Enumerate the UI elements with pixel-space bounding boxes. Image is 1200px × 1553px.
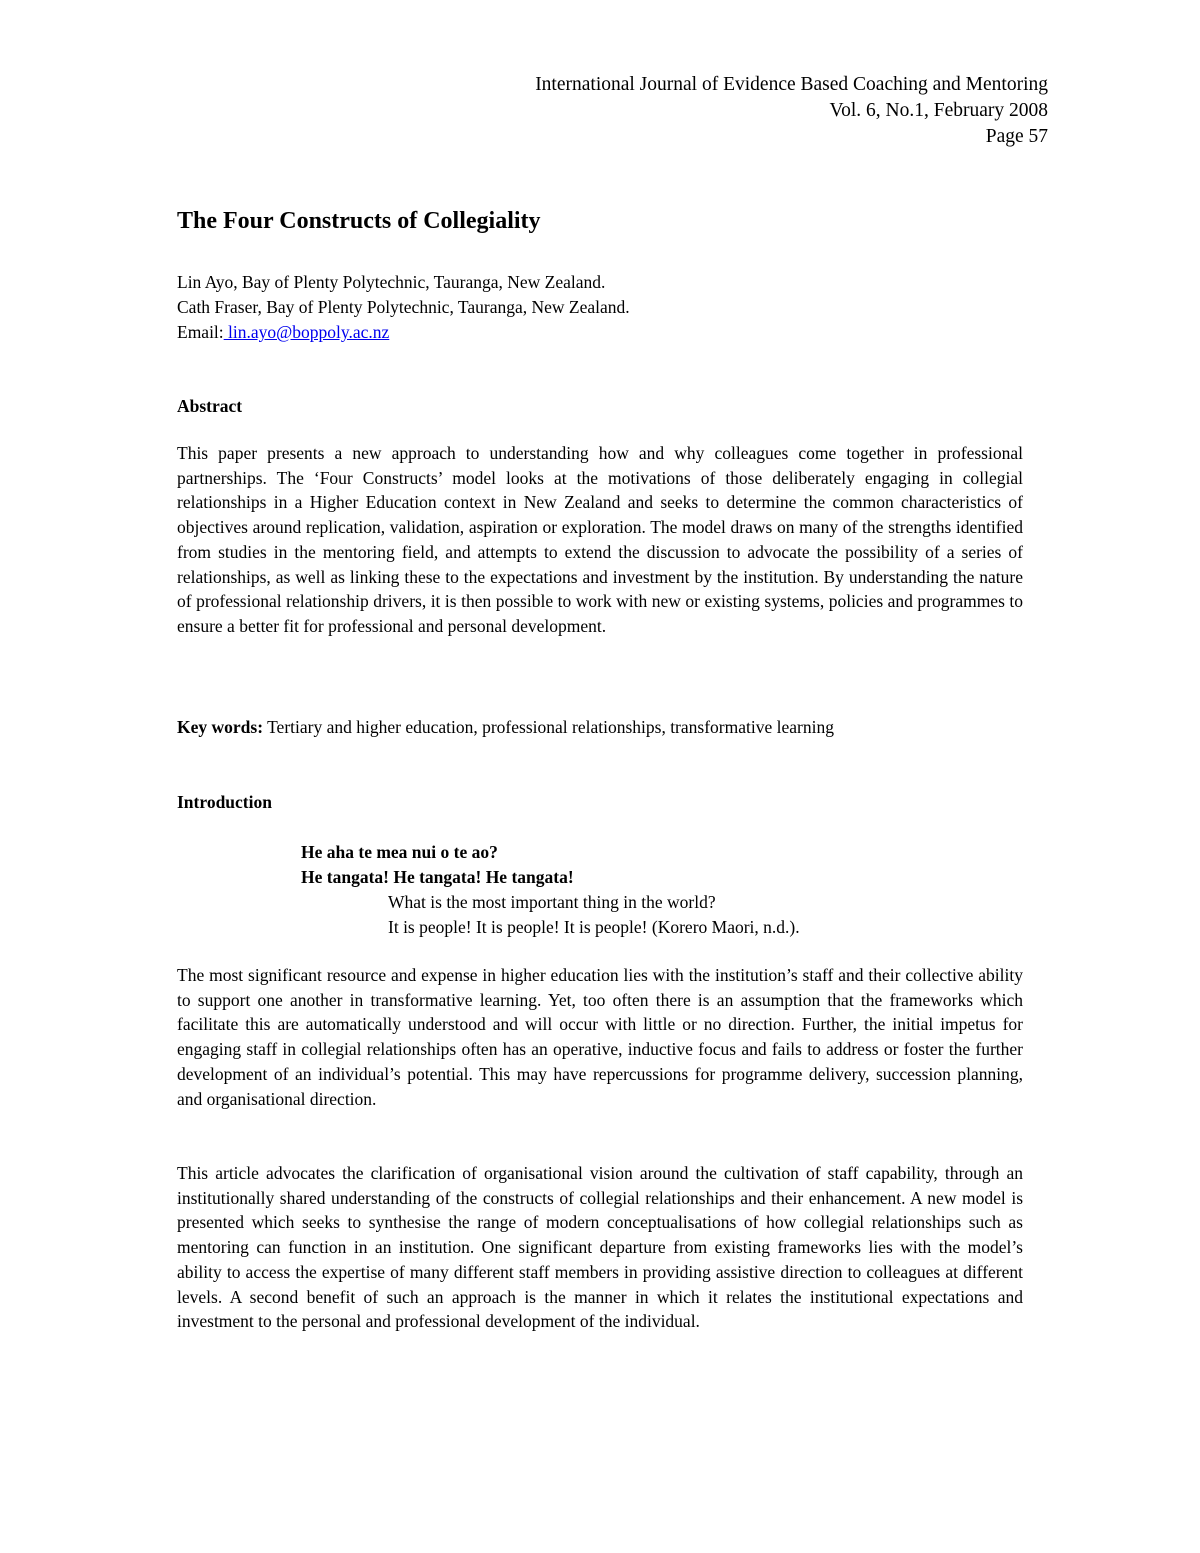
author-2: Cath Fraser, Bay of Plenty Polytechnic, Tauranga, New Zealand. bbox=[177, 297, 630, 317]
journal-header bbox=[348, 72, 1048, 150]
introduction-paragraph-2: This article advocates the clarification of organisational vision around the cultivation of staff capability, through an institutionally shared understanding of the constructs of collegial relationships and their enhancement. A new model is presented which seeks to synthesise the range of modern conceptualisations of how collegial relationships such as mentoring can function in an institution. One significant departure from existing frameworks lies with the model’s ability to access the expertise of many different staff members in providing assistive direction to colleagues at different levels. A second benefit of such an approach is the manner in which it relates the institutional expectations and investment to the personal and professional development of the individual. bbox=[177, 1163, 1023, 1332]
email-link[interactable]: lin.ayo@boppoly.ac.nz bbox=[223, 322, 390, 342]
proverb-english-line-1: What is the most important thing in the world? bbox=[388, 892, 716, 912]
email-label: Email: bbox=[177, 322, 224, 342]
journal-name: International Journal of Evidence Based Coaching and Mentoring bbox=[535, 74, 1048, 95]
proverb-maori-line-1: He aha te mea nui o te ao? bbox=[301, 842, 498, 862]
author-1: Lin Ayo, Bay of Plenty Polytechnic, Tauranga, New Zealand. bbox=[177, 272, 606, 292]
abstract-text: This paper presents a new approach to understanding how and why colleagues come together in professional partnerships. The ‘Four Constructs’ model looks at the motivations of those deliberately engaging in collegial relationships in a Higher Education context in New Zealand and seeks to determine the common characteristics of objectives around replication, validation, aspiration or exploration. The model draws on many of the strengths identified from studies in the mentoring field, and attempts to extend the discussion to advocate the possibility of a series of relationships, as well as linking these to the expectations and investment by the institution. By understanding the nature of professional relationship drivers, it is then possible to work with new or existing systems, policies and programmes to ensure a better fit for professional and personal development. bbox=[177, 443, 1023, 636]
proverb-maori-line-2: He tangata! He tangata! He tangata! bbox=[301, 867, 574, 887]
introduction-paragraph-1: The most significant resource and expense in higher education lies with the institution’s staff and their collective ability to support one another in transformative learning. Yet, too often there is an assumption that the frameworks which facilitate this are automatically understood and will occur with little or no direction. Further, the initial impetus for engaging staff in collegial relationships often has an operative, inductive focus and fails to address or foster the further development of an individual’s potential. This may have repercussions for programme delivery, succession planning, and organisational direction. bbox=[177, 965, 1023, 1109]
keywords-line bbox=[177, 715, 1023, 740]
email-line bbox=[177, 320, 1027, 345]
introduction-heading: Introduction bbox=[177, 792, 272, 812]
paper-title: The Four Constructs of Collegiality bbox=[177, 208, 541, 234]
page-number: Page 57 bbox=[985, 126, 1048, 147]
keywords-label: Key words: bbox=[177, 717, 264, 737]
abstract-heading: Abstract bbox=[177, 396, 243, 416]
journal-volume: Vol. 6, No.1, February 2008 bbox=[829, 100, 1048, 121]
keywords-text: Tertiary and higher education, professional relationships, transformative learning bbox=[263, 717, 834, 737]
maori-proverb bbox=[301, 840, 1001, 940]
author-block bbox=[177, 270, 1027, 345]
proverb-english-line-2: It is people! It is people! It is people! (Korero Maori, n.d.). bbox=[388, 917, 800, 937]
